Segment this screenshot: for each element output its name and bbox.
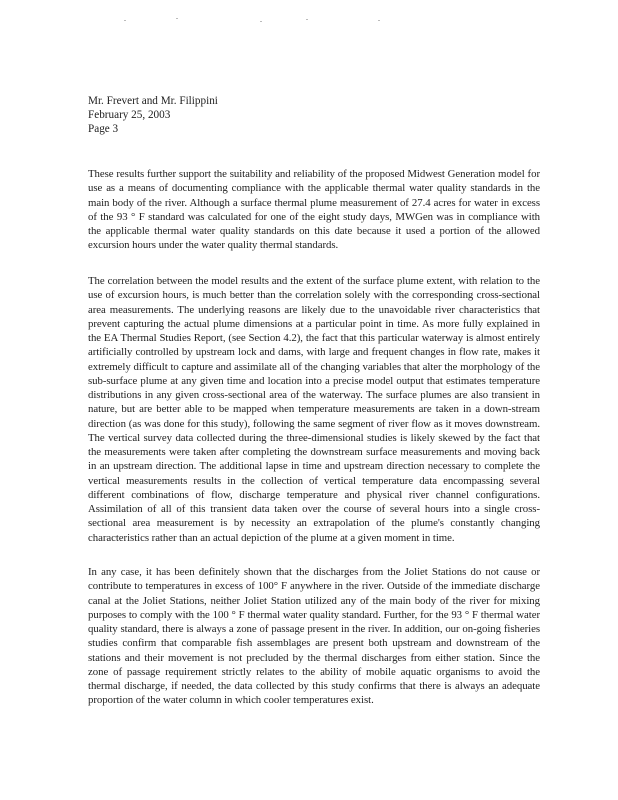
- body-paragraph-1: These results further support the suitability and reliability of the proposed Midwest Generation model for use as a means of documenting compliance with the applicable thermal water quality standards in the main body of the river. Although a surface thermal plume measurement of 27.4 acres for water in excess of the 93 ° F standard was calculated for one of the eight study days, MWGen was in compliance with the applicable thermal water quality standards on this date because it used a portion of the allowed excursion hours under the water quality thermal standards.: [88, 168, 540, 252]
- date-line: February 25, 2003: [88, 109, 171, 121]
- scan-speck: [306, 19, 308, 20]
- scan-speck: [124, 20, 126, 21]
- scan-speck: [260, 21, 262, 22]
- recipients-line: Mr. Frevert and Mr. Filippini: [88, 95, 218, 107]
- letter-header: [88, 94, 218, 136]
- body-paragraph-3: In any case, it has been definitely shown that the discharges from the Joliet Stations do not cause or contribute to temperatures in excess of 100° F anywhere in the river. Outside of the immediate discharge canal at the Joliet Stations, neither Joliet Station utilized any of the main body of the river for mixing purposes to comply with the 100 ° F thermal water quality standard. Further, for the 93 ° F thermal water quality standard, there is always a zone of passage present in the river. In addition, our on-going fisheries studies confirm that comparable fish assemblages are present both upstream and downstream of the stations and their movement is not precluded by the thermal discharges from either station. Since the zone of passage requirement strictly relates to the ability of mobile aquatic organisms to avoid the thermal discharge, if needed, the data collected by this study confirms that there is always an adequate proportion of the water column in which cooler temperatures exist.: [88, 566, 540, 707]
- scan-speck: [176, 18, 178, 19]
- scan-speck: [378, 20, 380, 21]
- page-number-line: Page 3: [88, 123, 119, 135]
- scan-specks: [110, 12, 410, 26]
- body-paragraph-2: The correlation between the model results and the extent of the surface plume extent, with relation to the use of excursion hours, is much better than the correlation solely with the corresponding cross-sectional area measurements. The underlying reasons are likely due to the unavoidable river characteristics that prevent capturing the actual plume dimensions at a particular point in time. As more fully explained in the EA Thermal Studies Report, (see Section 4.2), the fact that this particular waterway is almost entirely artificially controlled by upstream lock and dams, with large and frequent changes in flow rate, makes it extremely difficult to capture and assimilate all of the changing variables that alter the morphology of the sub-surface plume at any given time and location into a precise model output that estimates temperature distributions in any given cross-sectional area of the waterway. The surface plumes are also transient in nature, but are better able to be mapped when temperature measurements are taken in a down-stream direction (as was done for this study), following the same segment of river flow as it moves downstream. The vertical survey data collected during the three-dimensional studies is likely skewed by the fact that the measurements were taken after completing the downstream surface measurements and moving back in an upstream direction. The additional lapse in time and upstream direction necessary to complete the vertical measurements results in the collection of vertical temperature data encompassing several different combinations of flow, discharge temperature and physical river channel configurations. Assimilation of all of this transient data taken over the course of several hours into a single cross-sectional area measurement is by necessity an extrapolation of the plume's constantly changing characteristics rather than an actual depiction of the plume at a given moment in time.: [88, 275, 540, 544]
